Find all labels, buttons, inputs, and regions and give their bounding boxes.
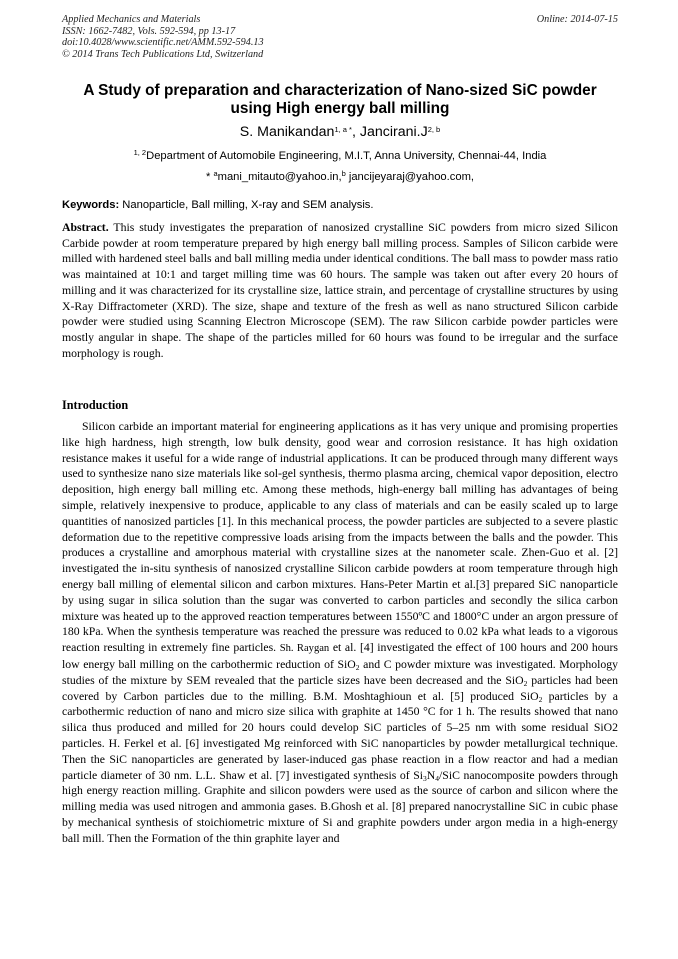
keywords-text: Nanoparticle, Ball milling, X-ray and SEM analysis. — [119, 199, 374, 211]
author-2-affiliation-mark: 2, b — [427, 125, 441, 134]
author-2: Jancirani.J — [359, 124, 428, 140]
intro-text-5: particles had been covered by Carbon particles due to the milling. B.M. Moshtaghioun et al. [5] produced SiO — [62, 673, 618, 703]
subscript: 2 — [523, 678, 528, 688]
author-1: S. Manikandan — [239, 124, 335, 140]
author-1-affiliation-mark: 1, a * — [334, 125, 352, 134]
affiliation-text: Department of Automobile Engineering, M.I.T, Anna University, Chennai-44, India — [146, 150, 547, 162]
keywords-label: Keywords: — [62, 199, 120, 211]
intro-text-7: N — [426, 768, 436, 782]
intro-text-4: and C powder mixture was investigated. Morphology studies of the mixture by SEM revealed that the particle sizes have been decreased and the SiO — [62, 657, 619, 687]
intro-text-8: /SiC nanocomposite powders through high energy reaction milling. Graphite and silicon powders were used as the source of carbon and silicon where the milling media was used nitrogen and ammonia gases. B.Ghosh et al. [8] prepared nanocrystalline SiC in cubic phase by mechanical synthesis of stoichiometric mixture of Si and graphite powders under argon media in a high-energy ball mill. Then the Formation of the thin graphite layer and — [62, 768, 618, 845]
intro-text-2: Sh. Raygan — [279, 643, 330, 655]
email-a: mani_mitauto@yahoo.in, — [217, 171, 342, 183]
contact-emails — [40, 171, 640, 183]
subscript: 2 — [355, 662, 360, 672]
online-date: Online: 2014-07-15 — [536, 14, 618, 25]
copyright-line: © 2014 Trans Tech Publications Ltd, Switzerland — [62, 48, 264, 60]
title-line-2: using High energy ball milling — [230, 100, 450, 117]
journal-name: Applied Mechanics and Materials — [62, 14, 201, 25]
affiliation-mark: 1, 2 — [133, 148, 147, 157]
intro-text-3: et al. [4] investigated the effect of 100 hours and 200 hours low energy ball milling on the carbothermic reduction of SiO — [62, 641, 618, 671]
email-a-mark: a — [213, 169, 218, 178]
paper-title — [40, 82, 640, 118]
email-b-mark: b — [341, 169, 346, 178]
issn-line: ISSN: 1662-7482, Vols. 592-594, pp 13-17 — [62, 25, 236, 37]
abstract-label: Abstract. — [62, 221, 109, 234]
subscript: 4 — [435, 773, 440, 783]
introduction-body — [62, 419, 618, 847]
abstract — [62, 220, 618, 361]
corresponding-star: * — [206, 171, 214, 183]
subscript: 2 — [538, 694, 543, 704]
subscript: 3 — [423, 773, 427, 783]
email-b: jancijeyaraj@yahoo.com, — [345, 171, 474, 183]
affiliation — [40, 150, 640, 162]
abstract-text: This study investigates the preparation of nanosized crystalline SiC powders from micro sized Silicon Carbide powder at room temperature prepared by high energy ball milling process. Samples of Silicon carbide were milled with hardened steel balls and ball milling media under identical conditions. The ball mass to powder mass ratio was maintained at 10:1 and target milling time was 60 hours. The sample was taken out after every 20 hours of milling and it was characterized for its crystalline size, lattice strain, and percentage of crystalline structures by using X-Ray Diffractometer (XRD). The size, shape and texture of the fresh as well as nano structured Silicon carbide powder were studied using Scanning Electron Microscope (SEM). The raw Silicon carbide powder particles were mostly angular in shape. The shape of the particles milled for 60 hours was found to be irregular and the surface morphology is rough. — [62, 221, 618, 360]
author-line — [40, 124, 640, 140]
author-separator: , — [351, 124, 360, 140]
section-heading-introduction: Introduction — [62, 398, 129, 412]
keywords — [62, 199, 618, 211]
intro-text-1: Silicon carbide an important material for engineering applications as it has very unique and promising properties like high hardness, high strength, low bulk density, good wear and corrosion resistance. It has high oxidation resistance makes it useful for a wide range of industrial applications. It can be produced through many different ways used to synthesize nano size materials like sol-gel synthesis, thermo plasma arcing, chemical vapor deposition, electro deposition, high energy ball milling etc. Among these methods, high-energy ball milling has advantages of being simple, relatively inexpensive to produce, applicable to any class of materials and can be easily scaled up to large quantities of nanosized particles [1]. In this mechanical process, the powder particles are subjected to a severe plastic deformation due to the repetitive compressive loads arising from the impacts between the balls and the powder. This produces a crystalline and amorphous material with crystalline sizes at the nanometer scale. Zhen-Guo et al. [2] investigated the in-situ synthesis of nanosized crystalline Silicon carbide powders at room temperature through high energy ball milling of elemental silicon and carbon mixtures. Hans-Peter Martin et al.[3] prepared SiC nanoparticle by using sugar in silica solution than the sugar was converted to carbon particles and secondly the silica carbon mixture was heated up to the approved reaction temperatures between 1550ºC and 1800°C under an argon pressure of 180 kPa. When the synthesis temperature was reached the pressure was reduced to 0.02 kPa what leads to a vigorous reaction resulting in extremely fine particles. — [62, 420, 618, 655]
journal-header — [62, 14, 618, 60]
title-line-1: A Study of preparation and characterization of Nano-sized SiC powder — [83, 82, 597, 99]
doi-line: doi:10.4028/www.scientific.net/AMM.592-594.13 — [62, 37, 264, 49]
intro-text-6: particles by a carbothermic reduction of nano and micro size silica with graphite at 1450 °C for 1 h. The results showed that nano silica thus produced and milled for 20 hours could develop SiC particles of 5–25 nm with some residual SiO2 particles. H. Ferkel et al. [6] investigated Mg reinforced with SiC nanoparticles by powder metallurgical technique. Then the SiC nanoparticles are generated by laser-induced gas phase reaction in a flow reactor and had a median particle diameter of 30 nm. L.L. Shaw et al. [7] investigated synthesis of Si — [62, 689, 619, 782]
